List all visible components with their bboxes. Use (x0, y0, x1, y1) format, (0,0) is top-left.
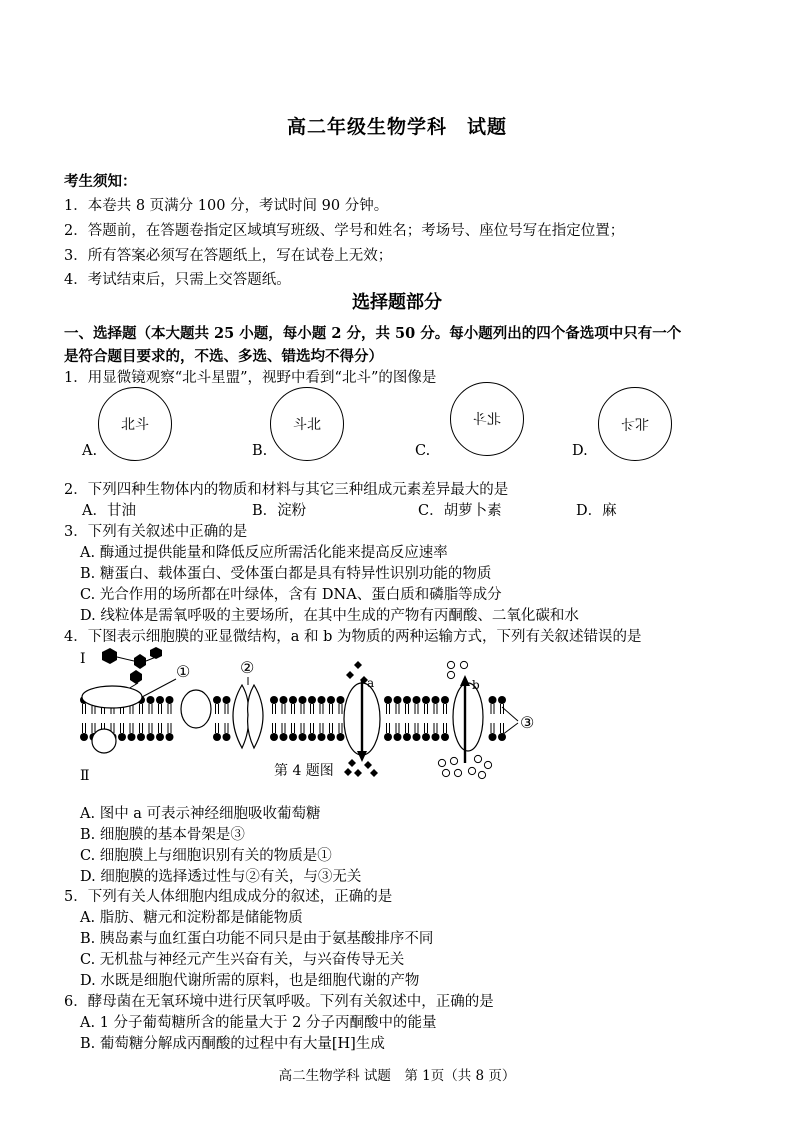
option-b-text: 斗北 (293, 417, 321, 433)
notice-item: 4．考试结束后，只需上交答题纸。 (64, 272, 291, 288)
q2-option-b: B．淀粉 (252, 503, 307, 519)
option-d-circle (598, 387, 672, 461)
q3-option-b: B. 糖蛋白、载体蛋白、受体蛋白都是具有特异性识别功能的物质 (80, 566, 492, 582)
question-3-stem: 3．下列有关叙述中正确的是 (64, 524, 248, 540)
figure-caption: 第 4 题图 (274, 763, 334, 779)
transport-a (344, 661, 380, 777)
cell-membrane-figure (74, 645, 544, 790)
q5-option-c: C. 无机盐与神经元产生兴奋有关，与兴奋传导无关 (80, 952, 405, 968)
question-6-stem: 6．酵母菌在无氧环境中进行厌氧呼吸。下列有关叙述中，正确的是 (64, 994, 494, 1010)
option-c-label: C. (415, 443, 431, 459)
option-d-label: D. (572, 443, 588, 459)
notice-item: 1．本卷共 8 页满分 100 分，考试时间 90 分钟。 (64, 198, 389, 214)
question-1-stem: 1．用显微镜观察“北斗星盟”，视野中看到“北斗”的图像是 (64, 370, 437, 386)
page-footer: 高二生物学科 试题 第 1页（共 8 页） (278, 1068, 516, 1084)
q5-option-d: D. 水既是细胞代谢所需的原料，也是细胞代谢的产物 (80, 973, 420, 989)
transport-b (438, 661, 491, 778)
marker-3: ③ (520, 713, 535, 732)
q3-option-a: A. 酶通过提供能量和降低反应所需活化能来提高反应速率 (80, 545, 448, 561)
notice-item: 3．所有答案必须写在答题纸上，写在试卷上无效； (64, 248, 393, 264)
question-5-stem: 5．下列有关人体细胞内组成成分的叙述，正确的是 (64, 889, 393, 905)
marker-1: ① (176, 662, 191, 681)
option-a-circle (98, 387, 172, 461)
notice-heading: 考生须知： (64, 173, 137, 190)
q6-option-a: A. 1 分子葡萄糖所含的能量大于 2 分子丙酮酸中的能量 (80, 1015, 437, 1031)
marker-2: ② (240, 658, 255, 677)
q4-option-d: D. 细胞膜的选择透过性与②有关，与③无关 (80, 869, 362, 885)
label-a: a (367, 676, 375, 690)
transmembrane-protein (233, 677, 263, 748)
option-a-text: 北斗 (121, 417, 149, 433)
option-c-text: 北斗 (473, 412, 501, 428)
side-label-inner: Ⅱ (80, 768, 90, 784)
peripheral-protein (92, 729, 116, 753)
part-heading: 一、选择题（本大题共 25 小题，每小题 2 分，共 50 分。每小题列出的四个备选项中只有一个 (64, 325, 682, 342)
option-d-text: 北斗 (621, 415, 649, 431)
question-2-stem: 2．下列四种生物体内的物质和材料与其它三种组成元素差异最大的是 (64, 482, 509, 498)
part-heading-cont: 是符合题目要求的，不选、多选、错选均不得分） (64, 348, 383, 365)
embedded-protein (181, 690, 211, 728)
q6-option-b: B. 葡萄糖分解成丙酮酸的过程中有大量[H]生成 (80, 1036, 385, 1052)
q3-option-d: D. 线粒体是需氧呼吸的主要场所，在其中生成的产物有丙酮酸、二氧化碳和水 (80, 608, 579, 624)
lipid-layer-top (80, 696, 506, 714)
side-label-outer: Ⅰ (80, 651, 86, 667)
q3-option-c: C. 光合作用的场所都在叶绿体，含有 DNA、蛋白质和磷脂等成分 (80, 587, 502, 603)
q4-option-c: C. 细胞膜上与细胞识别有关的物质是① (80, 848, 332, 864)
q5-option-a: A. 脂肪、糖元和淀粉都是储能物质 (80, 910, 303, 926)
q4-option-a: A. 图中 a 可表示神经细胞吸收葡萄糖 (80, 806, 321, 822)
option-a-label: A. (82, 443, 98, 459)
option-c-circle (450, 382, 524, 456)
section-title: 选择题部分 (352, 292, 442, 313)
q2-option-d: D．麻 (576, 503, 617, 519)
notice-item: 2．答题前，在答题卷指定区域填写班级、学号和姓名；考场号、座位号写在指定位置； (64, 223, 625, 239)
lipid-layer-bottom (80, 723, 506, 741)
option-b-label: B. (252, 443, 268, 459)
q5-option-b: B. 胰岛素与血红蛋白功能不同只是由于氨基酸排序不同 (80, 931, 434, 947)
page-title: 高二年级生物学科 试题 (286, 116, 507, 138)
option-b-circle (270, 387, 344, 461)
question-4-stem: 4．下图表示细胞膜的亚显微结构，a 和 b 为物质的两种运输方式，下列有关叙述错误的是 (64, 629, 642, 645)
q2-option-a: A．甘油 (82, 503, 136, 519)
q2-option-c: C．胡萝卜素 (418, 503, 502, 519)
q4-option-b: B. 细胞膜的基本骨架是③ (80, 827, 245, 843)
label-b: b (472, 678, 480, 692)
